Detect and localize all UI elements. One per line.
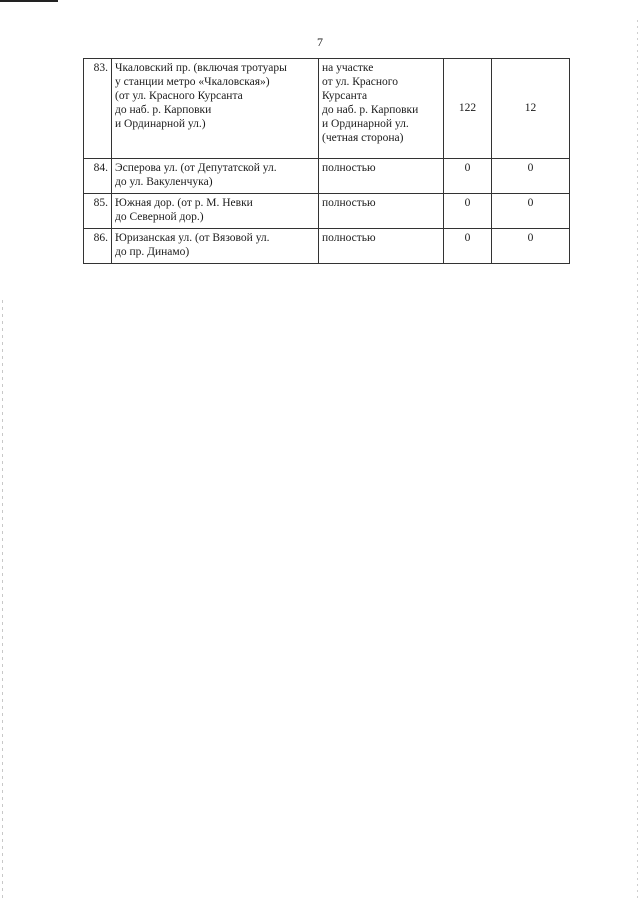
table-row [84,229,570,264]
value-2: 0 [492,159,570,194]
value-1: 0 [444,159,492,194]
value-1: 122 [444,59,492,159]
table-row [84,59,570,159]
value-1: 0 [444,229,492,264]
street-section: полностью [319,229,444,264]
value-1: 0 [444,194,492,229]
value-2: 12 [492,59,570,159]
row-number: 86. [84,229,112,264]
street-name: Эсперова ул. (от Депутатской ул. до ул. Вакуленчука) [112,159,319,194]
row-number: 83. [84,59,112,159]
row-number: 85. [84,194,112,229]
row-number: 84. [84,159,112,194]
street-name: Юризанская ул. (от Вязовой ул. до пр. Динамо) [112,229,319,264]
value-2: 0 [492,194,570,229]
scan-mark [0,0,58,2]
scan-edge-left [2,300,3,900]
value-2: 0 [492,229,570,264]
street-section: полностью [319,159,444,194]
street-name: Южная дор. (от р. М. Невки до Северной дор.) [112,194,319,229]
street-section: на участке от ул. Красного Курсанта до наб. р. Карповки и Ординарной ул. (четная сторона) [319,59,444,159]
table-row [84,194,570,229]
table-row [84,159,570,194]
streets-table [83,58,570,264]
page-number: 7 [317,35,323,49]
scan-edge-right [637,20,638,900]
street-name: Чкаловский пр. (включая тротуары у станции метро «Чкаловская») (от ул. Красного Курсанта до наб. р. Карповки и Ординарной ул.) [112,59,319,159]
street-section: полностью [319,194,444,229]
